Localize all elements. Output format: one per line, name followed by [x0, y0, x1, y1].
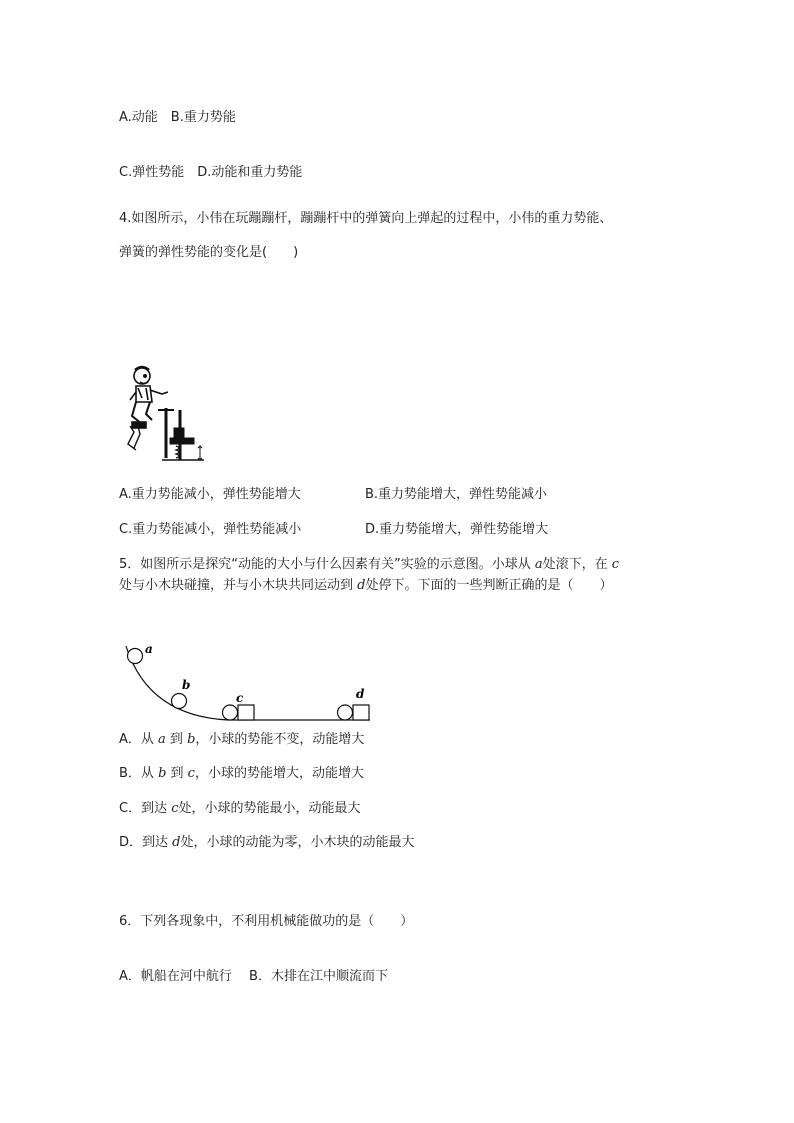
q5-opt-d-post: 处，小球的动能为零，小木块的动能最大: [180, 835, 415, 850]
q5-opt-b-post: ，小球的势能增大，动能增大: [194, 766, 364, 781]
ball-c: [223, 705, 238, 720]
q6-options-ab: A．帆船在河中航行 B．木排在江中顺流而下: [119, 969, 388, 984]
label-a: a: [145, 642, 153, 656]
q5-var-a: a: [534, 557, 543, 572]
block-d: [353, 705, 369, 720]
q5-stem-line1: [119, 556, 619, 574]
q5-opt-c-pre: C．到达: [119, 801, 172, 816]
q5-opt-a-v2: b: [187, 732, 196, 747]
label-b: b: [182, 678, 191, 692]
q5-stem1-pre: 5．如图所示是探究“动能的大小与什么因素有关”实验的示意图。小球从: [119, 557, 535, 572]
q5-stem1-mid: 处滚下，在: [542, 557, 612, 572]
q5-opt-a-v1: a: [158, 732, 166, 747]
q5-option-d: [119, 834, 415, 852]
q3-options-ab: A.动能 B.重力势能: [119, 110, 236, 125]
q5-opt-d-v: d: [172, 835, 181, 850]
q5-option-c: [119, 800, 361, 818]
q5-opt-c-post: 处，小球的势能最小，动能最大: [178, 801, 361, 816]
q4-stem-line1: 4.如图所示，小伟在玩蹦蹦杆，蹦蹦杆中的弹簧向上弹起的过程中，小伟的重力势能、: [119, 211, 613, 226]
ball-d: [338, 705, 353, 720]
q5-stem-line2: [119, 577, 612, 595]
q5-var-c: c: [611, 557, 620, 572]
q5-option-a: [119, 731, 364, 749]
pogo-stick-figure: [122, 364, 212, 464]
q3-options-cd: C.弹性势能 D.动能和重力势能: [119, 165, 303, 180]
ball-a: [128, 649, 143, 664]
q5-var-d: d: [357, 578, 366, 593]
q5-opt-b-v1: b: [158, 766, 167, 781]
block-c: [238, 705, 254, 720]
q4-option-b: B.重力势能增大，弹性势能减小: [365, 487, 548, 502]
q4-option-c: C.重力势能减小，弹性势能减小: [119, 522, 302, 537]
q5-opt-d-pre: D．到达: [119, 835, 173, 850]
q5-option-b: [119, 765, 364, 783]
q5-opt-c-v: c: [171, 801, 179, 816]
label-c: c: [236, 691, 244, 705]
q4-stem-line2: 弹簧的弹性势能的变化是( ): [119, 245, 299, 260]
q6-stem: 6．下列各现象中，不利用机械能做功的是（ ）: [119, 914, 414, 929]
ball-b: [172, 694, 187, 709]
pogo-stick-illustration: [158, 408, 204, 460]
boy-illustration: [128, 367, 168, 450]
q5-opt-a-mid: 到: [165, 732, 188, 747]
q5-opt-a-pre: A．从: [119, 732, 159, 747]
q5-opt-b-v2: c: [187, 766, 195, 781]
q5-stem2-pre: 处与小木块碰撞，并与小木块共同运动到: [119, 578, 358, 593]
q5-opt-b-pre: B．从: [119, 766, 159, 781]
q5-opt-b-mid: 到: [166, 766, 188, 781]
q5-stem2-post: 处停下。下面的一些判断正确的是（ ）: [365, 578, 613, 593]
q5-opt-a-post: ，小球的势能不变，动能增大: [195, 732, 365, 747]
label-d: d: [356, 687, 365, 701]
ramp-figure: [118, 636, 388, 726]
q4-option-a: A.重力势能减小，弹性势能增大: [119, 487, 301, 502]
q4-option-d: D.重力势能增大，弹性势能增大: [365, 522, 549, 537]
